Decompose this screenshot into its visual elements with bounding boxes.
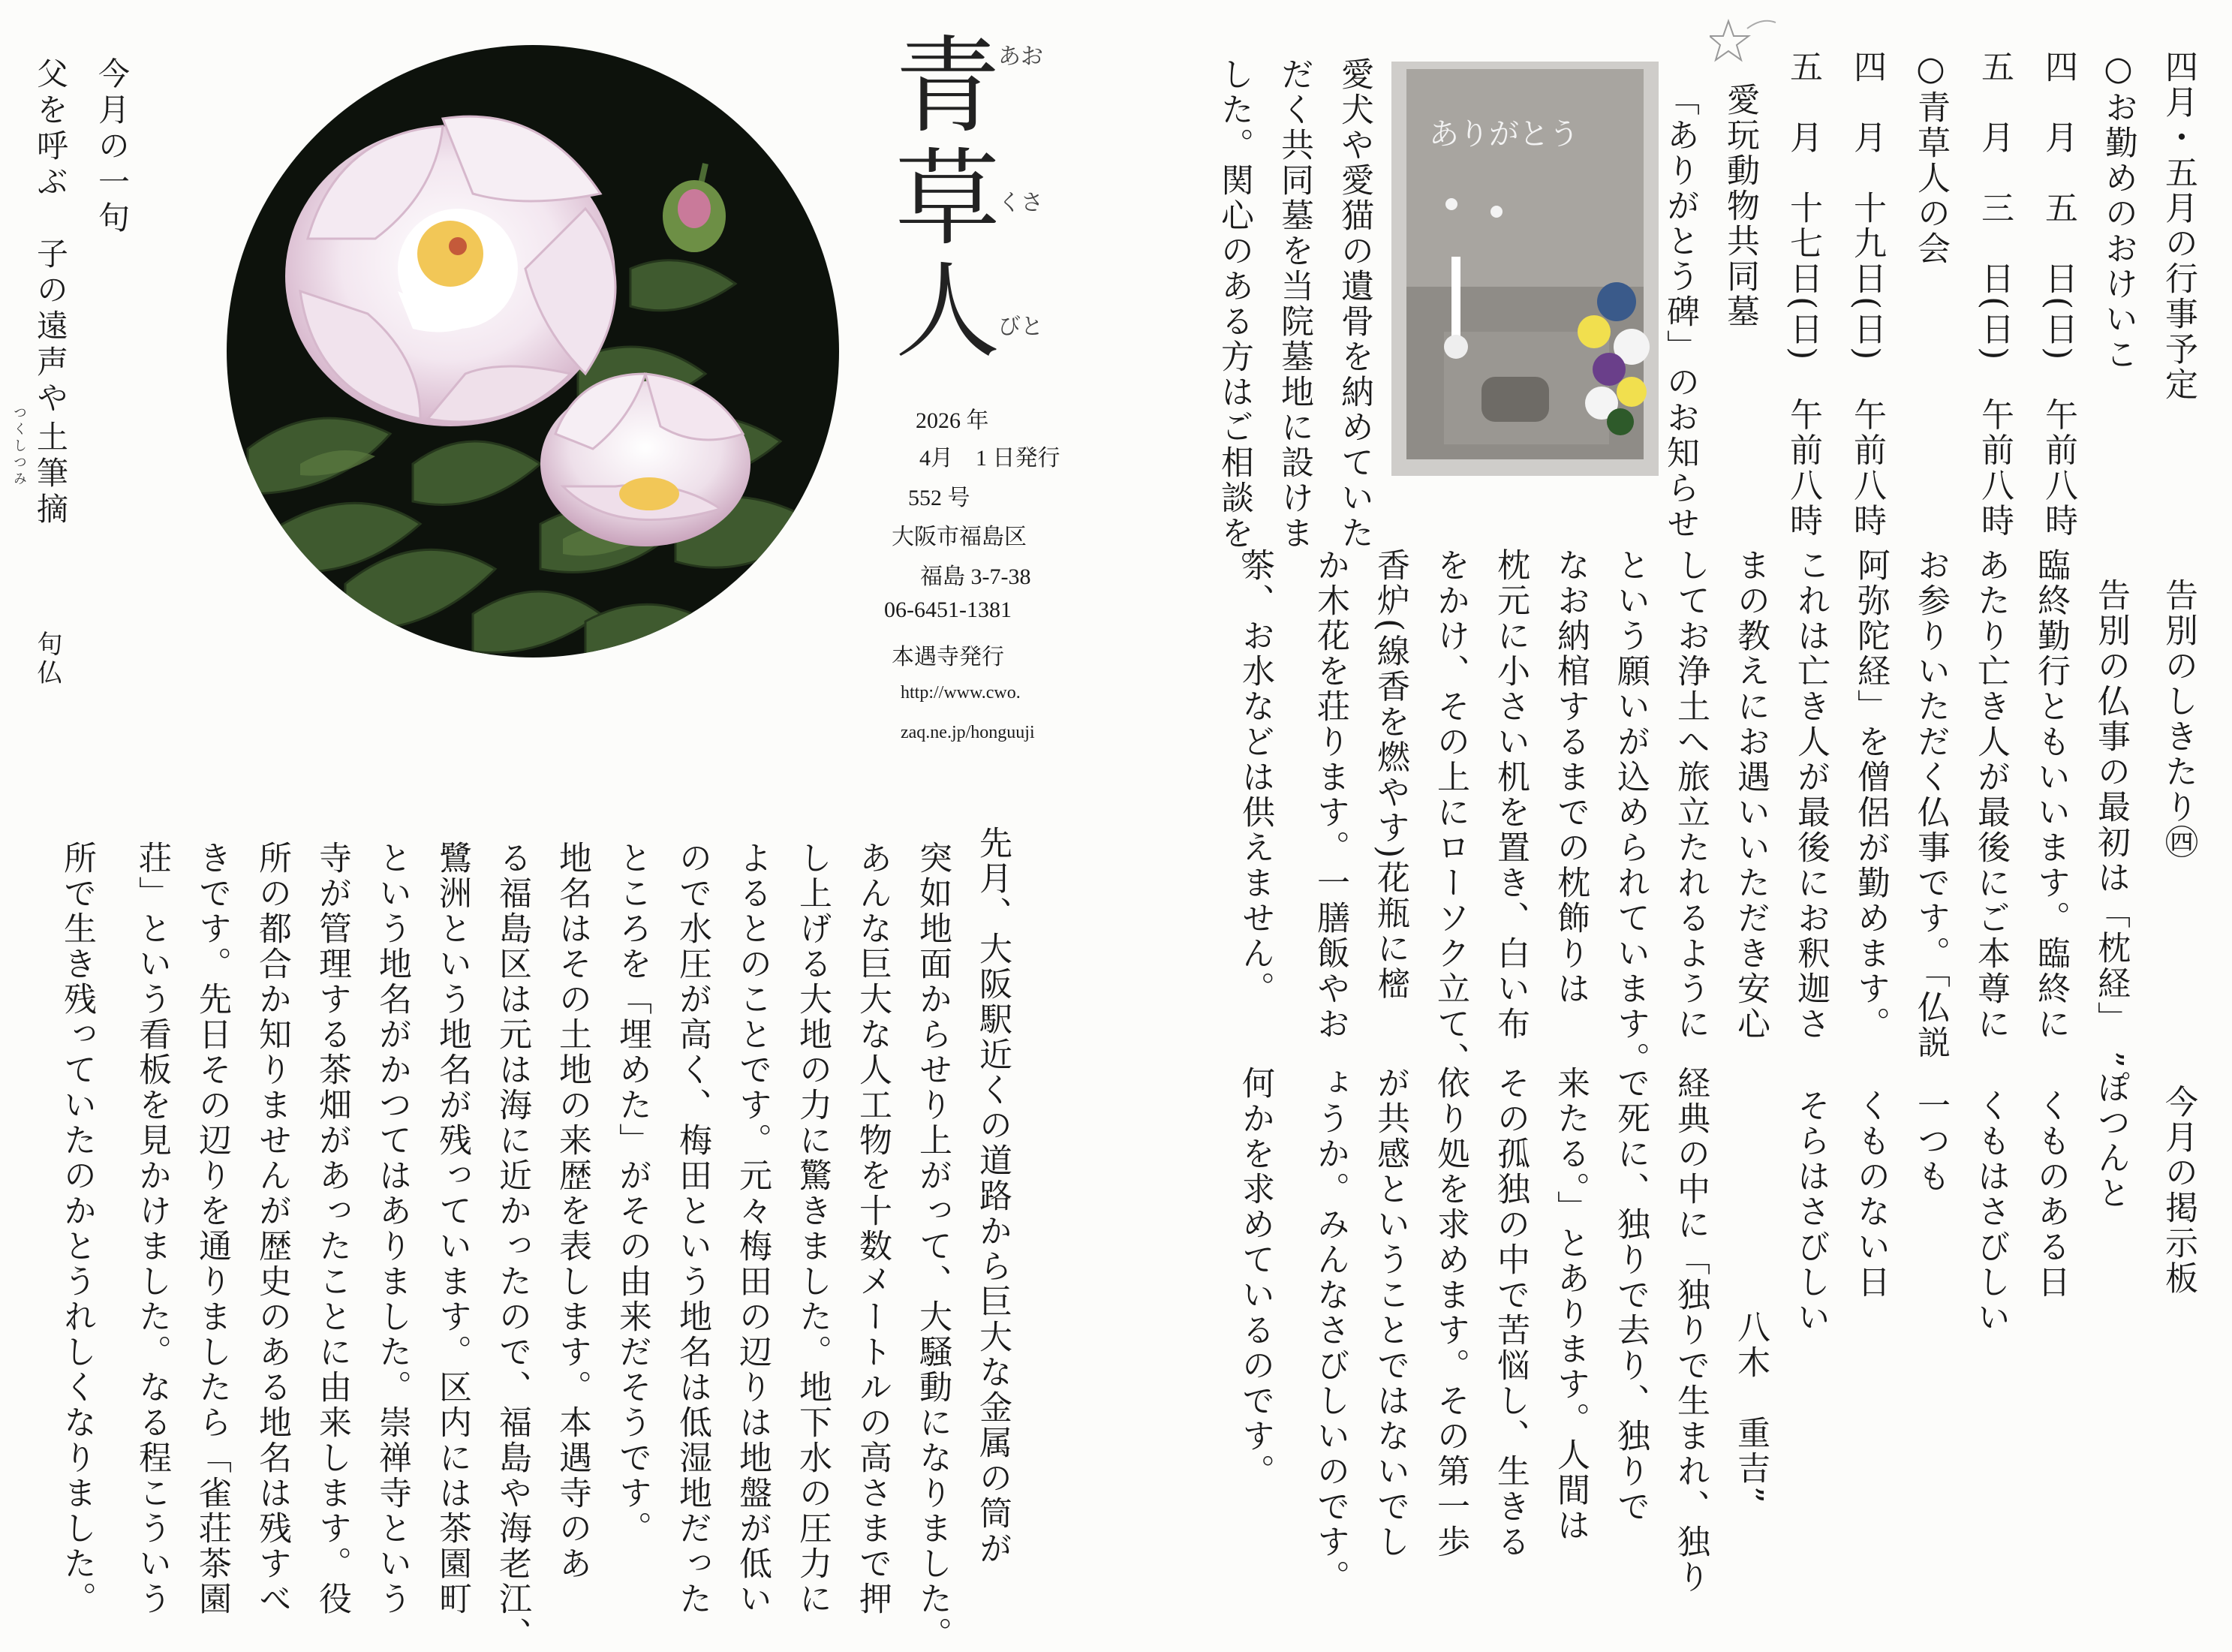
masthead-furigana-2: くさ — [998, 190, 1043, 216]
funeral-line-1: 告別の仏事の最初は「枕経」 — [2092, 578, 2130, 1037]
funeral-line-13: 香炉(線香を燃やす)花瓶に樒 — [1371, 548, 1409, 1002]
masthead-char-2: 草 — [877, 143, 1000, 255]
bulletin-body-7: ょうか。みんなさびしいのです。 — [1311, 1066, 1349, 1595]
schedule-item-2: 四 月 五 日(日) 午前八時 — [2039, 50, 2077, 539]
pet-notice-subheading: 「ありがとう碑」のお知らせ — [1661, 83, 1699, 541]
poem-line-5: くものない日 — [1851, 1088, 1890, 1300]
haiku-line-1: 父を呼ぶ 子の遠声や — [32, 57, 69, 417]
essay-line-6: ので水圧が高く、梅田という地名は低湿地だった — [673, 841, 711, 1617]
address-line-2: 福島 3-7-38 — [920, 564, 1031, 589]
poem-line-6: そらはさびしい — [1791, 1088, 1830, 1335]
funeral-line-6: これは亡き人が最後にお釈迦さ — [1791, 548, 1830, 1042]
poem-line-1: ”ぽつんと — [2092, 1051, 2130, 1211]
url-line-2: zaq.ne.jp/honguuji — [901, 723, 1035, 742]
essay-line-7: ところを「埋めた」がその由来だそうです。 — [613, 841, 651, 1546]
peony-illustration — [225, 44, 841, 659]
essay-line-8: 地名はその土地の来歴を表します。本遇寺のあ — [553, 841, 591, 1581]
bulletin-body-1: 経典の中に「独りで生まれ、独り — [1671, 1066, 1710, 1595]
essay-line-9: る福島区は元は海に近かったので、福島や海老江、 — [493, 841, 531, 1652]
funeral-line-2: 臨終勤行ともいいます。臨終に — [2032, 548, 2070, 1042]
essay-line-14: きです。先日その辺りを通りましたら「雀荘茶園 — [193, 841, 231, 1617]
funeral-line-8: してお浄土へ旅立たれるように — [1671, 548, 1710, 1042]
haiku-title: 今月の一句 — [94, 57, 131, 237]
funeral-line-3: あたり亡き人が最後にご本尊に — [1972, 548, 2010, 1042]
schedule-heading: 四月・五月の行事予定 — [2159, 50, 2197, 402]
pet-notice-heading: 愛玩動物共同墓 — [1721, 83, 1759, 329]
essay-line-4: し上げる大地の力に驚きました。地下水の圧力に — [793, 841, 832, 1617]
essay-line-12: 寺が管理する茶畑があったことに由来します。役 — [313, 841, 351, 1617]
phone-number: 06-6451-1381 — [884, 597, 1012, 622]
funeral-line-10: なお納棺するまでの枕飾りは — [1551, 548, 1590, 1007]
essay-line-2: 突如地面からせり上がって、大騒動になりました。 — [913, 841, 952, 1652]
pet-notice-body-2: だく共同墓を当院墓地に設けま — [1275, 57, 1313, 551]
bulletin-body-4: その孤独の中で苦悩し、生きる — [1491, 1066, 1530, 1560]
funeral-line-11: 枕元に小さい机を置き、白い布 — [1491, 548, 1530, 1042]
bulletin-heading: 今月の掲示板 — [2159, 1085, 2197, 1296]
essay-line-1: 先月、大阪駅近くの道路から巨大な金属の筒が — [973, 826, 1012, 1566]
schedule-item-5: 四 月 十九日(日) 午前八時 — [1848, 50, 1886, 539]
schedule-item-4: ○青草人の会 — [1912, 50, 1950, 266]
essay-line-16: 所で生き残っていたのかとうれしくなりました。 — [58, 841, 96, 1617]
issue-number: 552 号 — [908, 486, 970, 510]
poem-line-2: くものある日 — [2032, 1088, 2070, 1300]
bulletin-body-8: 何かを求めているのです。 — [1236, 1066, 1274, 1489]
issue-year: 2026 年 — [916, 408, 989, 433]
url-line-1: http://www.cwo. — [901, 683, 1021, 703]
masthead-furigana-3: びと — [998, 314, 1043, 340]
schedule-item-6: 五 月 十七日(日) 午前八時 — [1784, 50, 1822, 539]
memorial-stone-photo — [1391, 62, 1659, 476]
essay-line-3: あんな巨大な人工物を十数メートルの高さまで押 — [853, 841, 892, 1617]
funeral-heading: 告別のしきたり㊃ — [2159, 578, 2197, 860]
essay-line-13: 所の都合か知りませんが歴史のある地名は残すべ — [253, 841, 291, 1617]
masthead-char-3: 人 — [877, 255, 1000, 368]
masthead-furigana-1: あお — [998, 44, 1043, 70]
schedule-item-3: 五 月 三 日(日) 午前八時 — [1975, 50, 2014, 539]
schedule-item-1: ○お勤めのおけいこ — [2099, 50, 2137, 372]
pet-notice-body-3: した。関心のある方はご相談を。 — [1215, 57, 1253, 586]
haiku-author: 句仏 — [32, 630, 62, 688]
poem-line-4: 一つも — [1912, 1088, 1950, 1194]
funeral-line-4: お参りいただく仏事です。「仏説 — [1912, 548, 1950, 1061]
masthead-char-1: 青 — [877, 30, 1000, 143]
publisher: 本遇寺発行 — [892, 645, 1004, 670]
issue-date: 4月 1 日発行 — [919, 446, 1060, 471]
funeral-line-5: 阿弥陀経」を僧侶が勤めます。 — [1851, 548, 1890, 1042]
star-doodle-icon — [1710, 14, 1777, 74]
bulletin-body-2: で死に、独りで去り、独りで — [1611, 1066, 1650, 1524]
masthead-title — [877, 30, 1000, 368]
funeral-line-14: か木花を荘ります。一膳飯やお — [1311, 548, 1349, 1042]
address-line-1: 大阪市福島区 — [892, 525, 1027, 549]
poem-line-3: くもはさびしい — [1972, 1088, 2010, 1335]
essay-line-15: 荘」という看板を見かけました。なる程こういう — [133, 841, 171, 1617]
essay-line-10: 鷺洲という地名が残っています。区内には茶園町 — [433, 841, 471, 1617]
haiku-line-2-ruby: つくしつみ — [11, 405, 27, 488]
poem-author: 八木 重吉” — [1731, 1310, 1770, 1506]
pet-notice-body-1: 愛犬や愛猫の遺骨を納めていた — [1335, 57, 1373, 551]
funeral-line-15: 茶、お水などは供えません。 — [1236, 548, 1274, 1007]
bulletin-body-5: 依り処を求めます。その第一歩 — [1431, 1066, 1469, 1560]
stone-inscription: ありがとう — [1429, 117, 1579, 152]
funeral-line-7: まの教えにお遇いいただき安心 — [1731, 548, 1770, 1042]
essay-line-5: よるとのことです。元々梅田の辺りは地盤が低い — [733, 841, 772, 1617]
bulletin-body-6: が共感ということではないでし — [1371, 1066, 1409, 1560]
haiku-line-2: 土筆摘 — [32, 420, 69, 528]
bulletin-body-3: 来たる。」とあります。人間は — [1551, 1066, 1590, 1543]
funeral-line-12: をかけ、その上にローソク立て、 — [1431, 548, 1469, 1077]
funeral-line-9: という願いが込められています。 — [1611, 548, 1650, 1077]
essay-line-11: という地名がかつてはありました。崇禅寺という — [373, 841, 411, 1617]
